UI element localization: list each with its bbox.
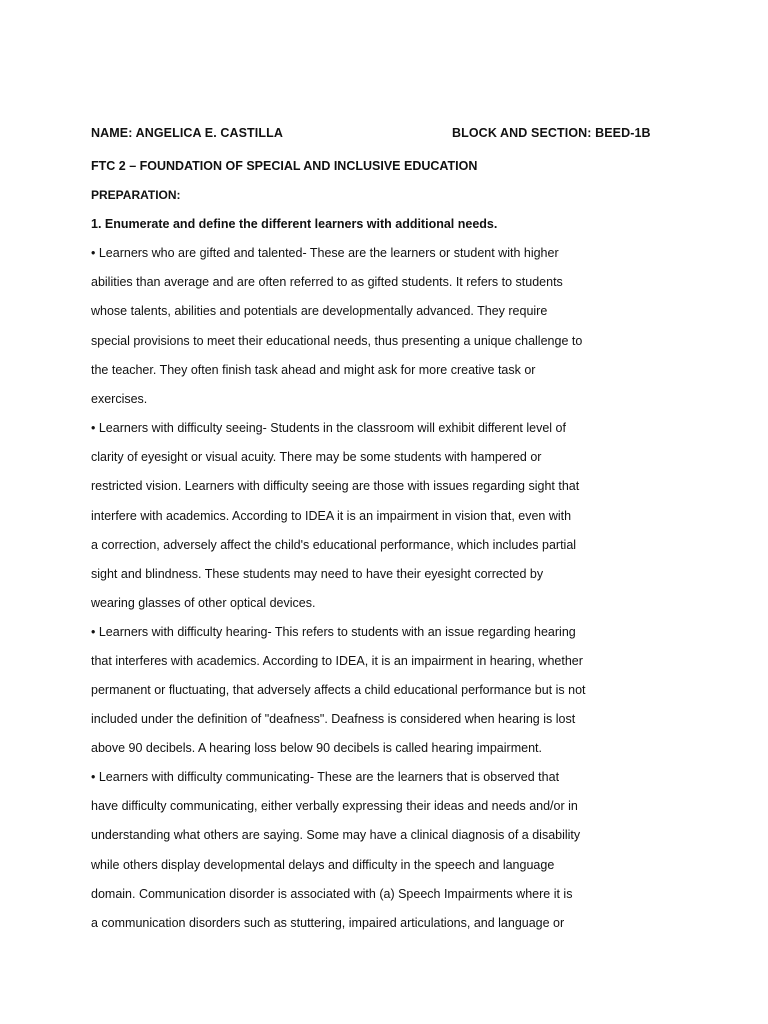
body-line: above 90 decibels. A hearing loss below 90 decibels is called hearing impairment.: [91, 741, 542, 755]
block-and-section: BLOCK AND SECTION: BEED-1B: [452, 126, 651, 140]
body-line: • Learners who are gifted and talented- These are the learners or student with higher: [91, 246, 559, 260]
body-line: restricted vision. Learners with difficulty seeing are those with issues regarding sight that: [91, 479, 580, 493]
body-line: sight and blindness. These students may need to have their eyesight corrected by: [91, 567, 544, 581]
body-line: • Learners with difficulty hearing- This refers to students with an issue regarding hearing: [91, 625, 576, 639]
body-line: wearing glasses of other optical devices.: [91, 596, 316, 610]
body-line: the teacher. They often finish task ahead and might ask for more creative task or: [91, 363, 536, 377]
body-line: special provisions to meet their educational needs, thus presenting a unique challenge to: [91, 334, 583, 348]
course-title: FTC 2 – FOUNDATION OF SPECIAL AND INCLUSIVE EDUCATION: [91, 159, 478, 173]
student-name: NAME: ANGELICA E. CASTILLA: [91, 126, 283, 140]
question-heading: 1. Enumerate and define the different learners with additional needs.: [91, 217, 498, 231]
body-line: abilities than average and are often referred to as gifted students. It refers to students: [91, 275, 563, 289]
body-line: have difficulty communicating, either verbally expressing their ideas and needs and/or in: [91, 799, 578, 813]
header-row: [91, 126, 671, 146]
body-line: permanent or fluctuating, that adversely affects a child educational performance but is not: [91, 683, 586, 697]
body-line: interfere with academics. According to IDEA it is an impairment in vision that, even with: [91, 509, 572, 523]
body-line: whose talents, abilities and potentials are developmentally advanced. They require: [91, 304, 548, 318]
section-label: PREPARATION:: [91, 188, 181, 202]
body-line: a correction, adversely affect the child's educational performance, which includes partial: [91, 538, 577, 552]
body-line: • Learners with difficulty seeing- Students in the classroom will exhibit different level of: [91, 421, 566, 435]
body-line: a communication disorders such as stuttering, impaired articulations, and language or: [91, 916, 565, 930]
body-line: that interferes with academics. According to IDEA, it is an impairment in hearing, whether: [91, 654, 583, 668]
body-line: understanding what others are saying. Some may have a clinical diagnosis of a disability: [91, 828, 581, 842]
body-line: • Learners with difficulty communicating- These are the learners that is observed that: [91, 770, 560, 784]
body-line: domain. Communication disorder is associated with (a) Speech Impairments where it is: [91, 887, 573, 901]
body-line: exercises.: [91, 392, 148, 406]
body-line: included under the definition of "deafness". Deafness is considered when hearing is lost: [91, 712, 576, 726]
body-line: clarity of eyesight or visual acuity. There may be some students with hampered or: [91, 450, 542, 464]
body-line: while others display developmental delays and difficulty in the speech and language: [91, 858, 555, 872]
